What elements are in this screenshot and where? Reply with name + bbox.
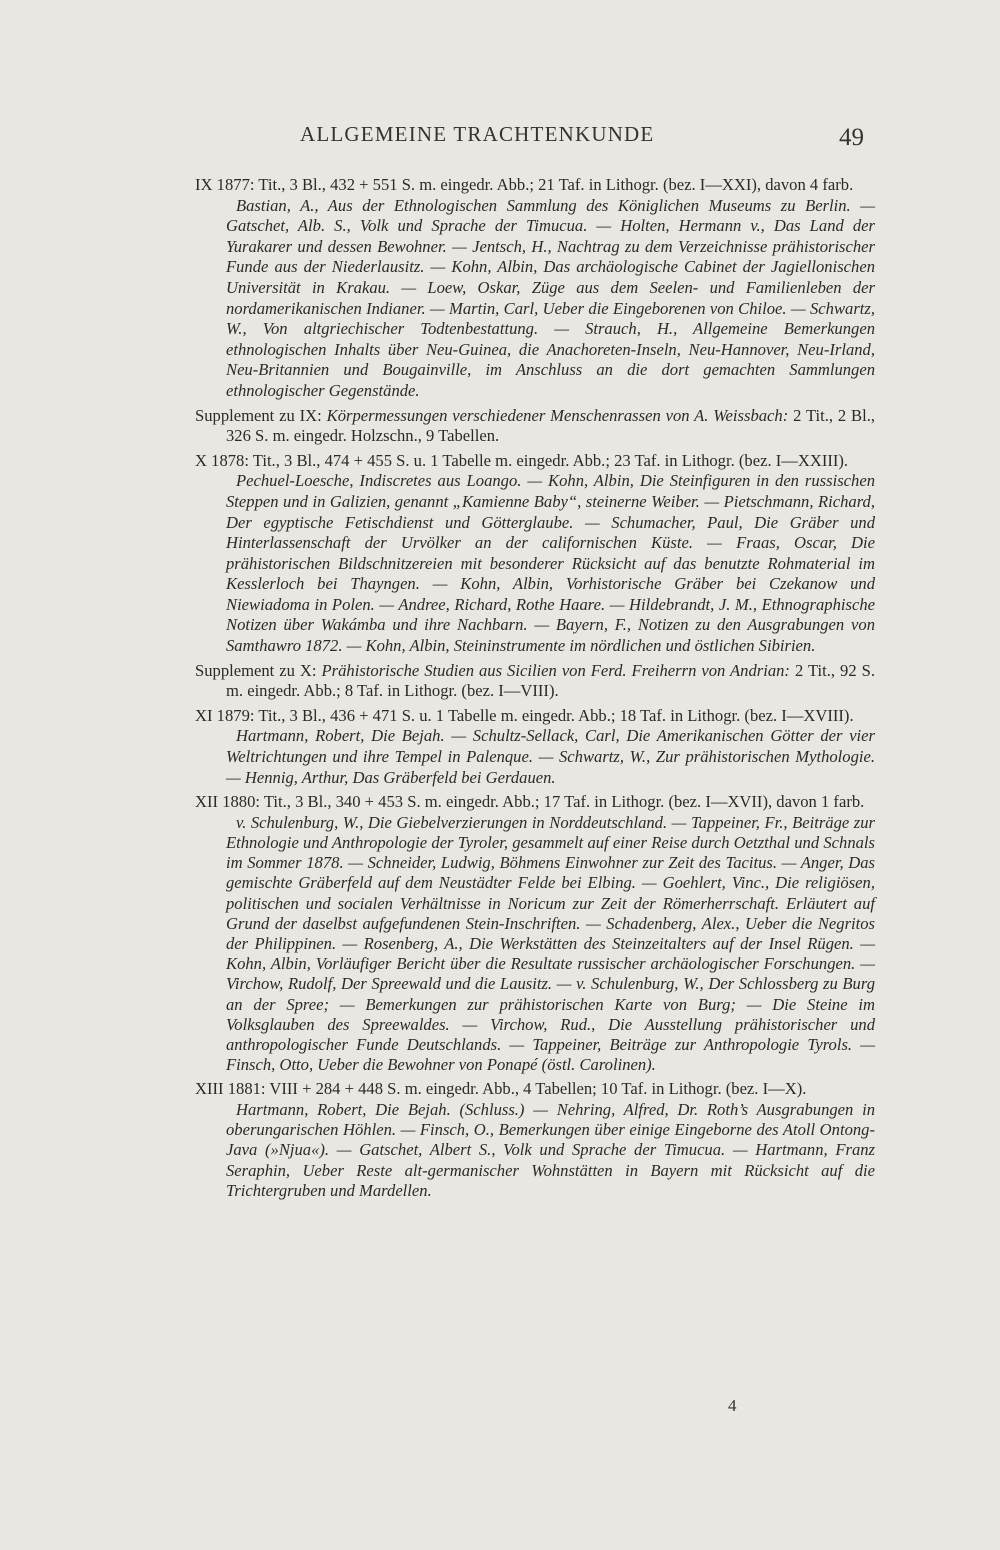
supplement-head	[195, 661, 875, 702]
supplement-label: Supplement zu IX:	[195, 405, 322, 425]
supplement-title: Prähistorische Studien aus Sicilien von Ferd. Freiherrn von Andrian:	[321, 660, 790, 680]
volume-entry-xii	[195, 792, 875, 1075]
volume-entry-x	[195, 451, 875, 657]
volume-details: 1880: Tit., 3 Bl., 340 + 453 S. m. eingedr. Abb.; 17 Taf. in Lithogr. (bez. I—XVII), davon 1 farb.	[222, 792, 865, 812]
volume-details: 1877: Tit., 3 Bl., 432 + 551 S. m. eingedr. Abb.; 21 Taf. in Lithogr. (bez. I—XXI), davon 4 farb.	[216, 175, 854, 194]
volume-number: X	[195, 450, 207, 470]
entry-head	[195, 1079, 875, 1100]
running-title: ALLGEMEINE TRACHTENKUNDE	[300, 122, 655, 146]
supplement-entry-ix	[195, 406, 875, 447]
volume-entry-xiii	[195, 1079, 875, 1201]
supplement-details: 2 Tit., 92 S. m. eingedr. Abb.; 8 Taf. in Lithogr. (bez. I—VIII).	[226, 660, 875, 701]
bibliography-list	[195, 175, 875, 1205]
volume-articles: Hartmann, Robert, Die Bejah. (Schluss.) — Nehring, Alfred, Dr. Roth’s Ausgrabungen in oberungarischen Höhlen. — Finsch, O., Bemerkungen über einige Eingeborne des Atoll Ontong-Java (»Njua«). — Gatschet, Albert S., Volk und Sprache der Timucua. — Hartmann, Franz Seraphin, Ueber Reste alt-germanischer Wohnstätten in Bayern mit Rücksicht auf die Trichtergruben und Mardellen.	[226, 1100, 875, 1200]
volume-details: 1881: VIII + 284 + 448 S. m. eingedr. Abb., 4 Tabellen; 10 Taf. in Lithogr. (bez. I—X).	[227, 1079, 807, 1099]
volume-number: XI	[195, 705, 213, 725]
volume-number: XIII	[195, 1079, 224, 1099]
supplement-details: 2 Tit., 2 Bl., 326 S. m. eingedr. Holzschn., 9 Tabellen.	[226, 405, 875, 446]
volume-details: 1878: Tit., 3 Bl., 474 + 455 S. u. 1 Tabelle m. eingedr. Abb.; 23 Taf. in Lithogr. (bez. I—XXIII).	[211, 450, 849, 470]
volume-details: 1879: Tit., 3 Bl., 436 + 471 S. u. 1 Tabelle m. eingedr. Abb.; 18 Taf. in Lithogr. (bez. I—XVIII).	[216, 705, 854, 725]
supplement-title: Körpermessungen verschiedener Menschenrassen von A. Weissbach:	[326, 405, 789, 425]
entry-head	[195, 451, 875, 472]
entry-head	[195, 792, 875, 813]
signature-mark: 4	[728, 1396, 737, 1415]
volume-entry-ix	[195, 175, 875, 402]
supplement-head	[195, 406, 875, 447]
volume-articles: Bastian, A., Aus der Ethnologischen Sammlung des Königlichen Museums zu Berlin. — Gatschet, Alb. S., Volk und Sprache der Timucua. — Holten, Hermann v., Das Land der Yurakarer und dessen Bewohner. — Jentsch, H., Nachtrag zu dem Verzeichnisse prähistorischer Funde aus der Niederlausitz. — Kohn, Albin, Das archäologische Cabinet der Jagiellonischen Universität in Krakau. — Loew, Oskar, Züge aus dem Seelen- und Familienleben der nordamerikanischen Indianer. — Martin, Carl, Ueber die Eingeborenen von Chiloe. — Schwartz, W., Von altgriechischer Todtenbestattung. — Strauch, H., Allgemeine Bemerkungen ethnologischen Inhalts über Neu-Guinea, die Anachoreten-Inseln, Neu-Hannover, Neu-Irland, Neu-Britannien und Bougainville, im Anschluss an die dort gemachten Sammlungen ethnologischer Gegenstände.	[226, 195, 875, 400]
supplement-label: Supplement zu X:	[195, 660, 317, 680]
volume-entry-xi	[195, 706, 875, 788]
volume-articles: v. Schulenburg, W., Die Giebelverzierungen in Norddeutschland. — Tappeiner, Fr., Beiträge zur Ethnologie und Anthropologie der Tyroler, gesammelt auf einer Reise durch Oetzthal und Schnals im Sommer 1878. — Schneider, Ludwig, Böhmens Einwohner zur Zeit des Tacitus. — Anger, Das gemischte Gräberfeld auf dem Neustädter Felde bei Elbing. — Goehlert, Vinc., Die religiösen, politischen und socialen Verhältnisse in Noricum zur Zeit der Römerherrschaft. Erläutert auf Grund der daselbst aufgefundenen Stein-Inschriften. — Schadenberg, Alex., Ueber die Negritos der Philippinen. — Rosenberg, A., Die Werkstätten des Steinzeitalters auf der Insel Rügen. — Kohn, Albin, Vorläufiger Bericht über die Resultate russischer archäologischer Forschungen. — Virchow, Rudolf, Der Spreewald und die Lausitz. — v. Schulenburg, W., Der Schlossberg zu Burg an der Spree; — Bemerkungen zur prähistorischen Karte von Burg; — Die Steine im Volksglauben des Spreewaldes. — Virchow, Rud., Die Ausstellung prähistorischer und anthropologischer Funde Deutschlands. — Tappeiner, Beiträge zur Anthropologie Tyrols. — Finsch, Otto, Ueber die Bewohner von Ponapé (östl. Carolinen).	[226, 812, 875, 1075]
entry-head	[195, 175, 875, 196]
volume-articles: Pechuel-Loesche, Indiscretes aus Loango. — Kohn, Albin, Die Steinfiguren in den russischen Steppen und in Galizien, genannt „Kamienne Baby“, steinerne Weiber. — Pietschmann, Richard, Der egyptische Fetischdienst und Götterglaube. — Schumacher, Paul, Die Gräber und Hinterlassenschaft der Urvölker an der californischen Küste. — Fraas, Oscar, Die prähistorischen Bildschnitzereien mit besonderer Rücksicht auf das benutzte Rohmaterial im Kesslerloch bei Thayngen. — Kohn, Albin, Vorhistorische Gräber bei Czekanow und Niewiadoma in Polen. — Andree, Richard, Rothe Haare. — Hildebrandt, J. M., Ethnographische Notizen über Wakámba und ihre Nachbarn. — Bayern, F., Notizen zu den Ausgrabungen von Samthawro 1872. — Kohn, Albin, Steininstrumente im nördlichen und östlichen Sibirien.	[226, 471, 875, 656]
volume-articles: Hartmann, Robert, Die Bejah. — Schultz-Sellack, Carl, Die Amerikanischen Götter der vier Weltrichtungen und ihre Tempel in Palenque. — Schwartz, W., Zur prähistorischen Mythologie. — Hennig, Arthur, Das Gräberfeld bei Gerdauen.	[226, 726, 875, 787]
supplement-entry-x	[195, 661, 875, 702]
entry-head	[195, 706, 875, 727]
volume-number: XII	[195, 792, 219, 812]
volume-number: IX	[195, 175, 213, 194]
page-header	[0, 118, 1000, 158]
page-number: 49	[839, 124, 864, 151]
